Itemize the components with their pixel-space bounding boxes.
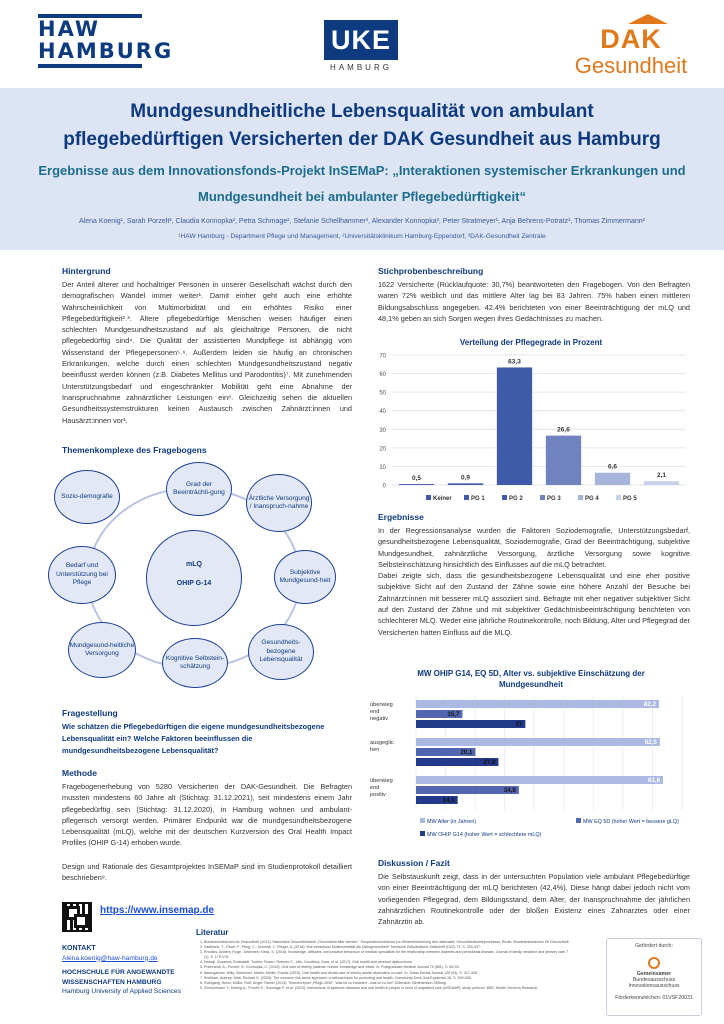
contact-block xyxy=(62,944,181,997)
chart2-category-label: überwieg xyxy=(370,778,393,784)
chart1-legend-swatch xyxy=(426,495,431,500)
methode-heading: Methode xyxy=(62,768,97,778)
section-themen xyxy=(62,445,352,458)
node-subjektive-mundgesundheit: Subjektive Mundgesund-heit xyxy=(274,550,336,604)
poster-subtitle xyxy=(0,158,724,210)
chart1-legend-label: PG 5 xyxy=(623,496,637,502)
literatur-item: 3. Rhodius, Anders; Ruge, Johannes; Kiess, S. (2018): Knowledge, attitudes, and practice behaviour of medical specialists for the relationship between diabetes and periodontal disease. Journal of family medicine and primary care 7 (1), S. 179-178. xyxy=(204,950,572,960)
center-label-mlq: mLQ xyxy=(186,561,202,568)
chart1-data-label: 6,6 xyxy=(607,463,618,471)
funder-kennzeichen: Förderkennzeichen: 01VSF20031 xyxy=(615,995,693,1001)
literatur-item: 9. Zimmermann T.; Koenig A.; Porzelt S.; Schmage P. et al. (2023): Interactions of systemic diseases and oral health in people in need of outpatient care (InSEMaP): study protocol. BMC Health Services Research. xyxy=(204,986,572,991)
literatur-item: 7. Sheiham, Aubrey; Watt, Richard G. (2000): The common risk factor approach: a rational basis for promoting oral health. Community Dent Oral Epidemiol 28, S. 399-406. xyxy=(204,976,572,981)
chart1-bar xyxy=(497,367,532,485)
chart2-category-label: end xyxy=(370,785,380,791)
stichprobe-heading: Stichprobenbeschreibung xyxy=(378,266,484,276)
chart1-plot xyxy=(366,347,696,505)
chart1-bar xyxy=(546,436,581,485)
chart1-legend-label: Keiner xyxy=(433,496,452,502)
dak-logo-mark: DAK xyxy=(600,24,662,54)
hintergrund-heading: Hintergrund xyxy=(62,266,111,276)
chart1-data-label: 63,3 xyxy=(508,358,521,366)
chart1-y-tick: 50 xyxy=(379,390,386,397)
diskussion-heading: Diskussion / Fazit xyxy=(378,858,450,868)
poster-header xyxy=(0,88,724,250)
haw-logo-line2: HAMBURG xyxy=(38,39,174,63)
haw-logo-rule-bottom xyxy=(38,64,142,68)
chart2-title-line1: MW OHIP G14, EQ 5D, Alter vs. subjektive Einschätzung der xyxy=(417,669,645,678)
node-mundgesundheitliche-versorgung: Mundgesund-heitliche Versorgung xyxy=(68,622,136,678)
funder-label: Gefördert durch: xyxy=(635,943,673,949)
chart2-legend-swatch xyxy=(420,831,425,836)
chart2-data-label: 83,6 xyxy=(648,777,661,784)
chart1-y-tick: 30 xyxy=(379,427,386,434)
chart-ohip-eq5d-alter xyxy=(366,668,696,848)
chart2-bar xyxy=(416,700,659,708)
node-gesundheitsbezogene-lq: Gesundheits-bezogene Lebensqualität xyxy=(248,624,314,680)
hochschule-line2: WISSENSCHAFTEN HAMBURG xyxy=(62,978,162,986)
stichprobe-text: 1622 Versicherte (Rücklaufquote: 30,7%) beantworteten den Fragebogen. Von den Befragten waren 72% weiblich und das mittlere Alter lag bei 83 Jahren. 75% haben einen mittleren Bildungsabschluss angegeben. 42.4% berichteten von einer Beeinträchtigung der mLQ und 48,1% geben an sich Sorgen wegen ihres Gedächtnisses zu machen. xyxy=(378,280,690,323)
chart2-title xyxy=(366,668,696,690)
chart1-legend-label: PG 4 xyxy=(585,496,599,502)
chart2-legend-swatch xyxy=(420,818,425,823)
chart1-y-tick: 60 xyxy=(379,372,386,379)
logo-bar xyxy=(0,0,724,88)
literatur-item: 6. Baumgartner, Willy; Schimmel, Martin; Müller, Frauke (2015): Oral health and dental care of elderly adults dependent on care. In: Swiss Dental Journal 125 (04), S. 417-426. xyxy=(204,971,572,976)
literatur-item: 8. Rothgang, Heinz; Müller, Rolf; Unger, Rainer (2013): Themenreport „Pflege 2030“. Was ist zu erwarten - was ist zu tun? Gütersloh: Bertelsmann Stiftung. xyxy=(204,981,572,986)
chart1-data-label: 2,1 xyxy=(656,472,667,480)
chart2-legend-label: MW Alter (in Jahren) xyxy=(427,819,477,825)
node-grad-beeintraechtigung: Grad der Beeinträchti-gung xyxy=(166,462,232,516)
section-diskussion xyxy=(378,858,690,927)
literatur-item: 4. Deloaji, Susanna; Rockstadt, Torben; Rosen, Roberto C.; Ulm, Dorothea; Gara, et al. (2017): Oral health and cerebral dysfunctions. xyxy=(204,960,572,965)
ergebnisse-text-2: Dabei zeigte sich, dass die gesundheitsbezogene Lebensqualität und eine eher positive subjektive Sicht auf den Zustand der Zähne sowie eine höhere Anzahl der Besuche bei Zahnärzt:innen mit besserer mLQ assoziiert sind. Befragte mit eher negativer subjektiver Sicht auf den Zustand der Zähne und mit subjektiver Gedächtnisbeeinträchtigung berichteten von schlechterer MLQ. Weder eine jährliche Routinekontrolle, noch Bildung, Alter und Pflegegrad der Versicherten hatten Einfluss auf die MLQ. xyxy=(378,571,690,637)
literatur-heading: Literatur xyxy=(196,928,229,937)
node-aerztliche-versorgung: Ärztliche Versorgung / Inanspruch-nahme xyxy=(246,474,312,532)
chart2-data-label: 14,1 xyxy=(442,797,455,804)
qr-code-icon[interactable] xyxy=(62,902,92,932)
chart2-category-label: negativ xyxy=(370,716,389,722)
methode-text-2: Design und Rationale des Gesamtprojektes InSEMaP sind im Studienprotokoll detailliert beschrieben⁹. xyxy=(62,861,352,883)
poster-title xyxy=(0,88,724,154)
node-bedarf-unterstuetzung: Bedarf und Unterstützung bei Pflege xyxy=(48,546,116,604)
chart1-legend-swatch xyxy=(578,495,583,500)
node-soziodemografie: Sozio-demografie xyxy=(54,470,120,524)
chart-pflegegrade xyxy=(366,338,696,508)
chart2-category-label: hen xyxy=(370,747,380,753)
chart1-title: Verteilung der Pflegegrade in Prozent xyxy=(459,338,603,347)
project-website-link[interactable]: https://www.insemap.de xyxy=(100,905,215,916)
title-line-2: pflegebedürftigen Versicherten der DAK Gesundheit aus Hamburg xyxy=(63,129,661,150)
subtitle-line-1: Ergebnisse aus dem Innovationsfonds-Projekt InSEMaP: „Interaktionen systemischer Erkrankungen und xyxy=(38,163,686,178)
chart2-bar xyxy=(416,776,663,784)
contact-email[interactable]: Alena.koenig@haw-hamburg.de xyxy=(62,954,158,962)
chart1-bar xyxy=(399,484,434,485)
chart1-data-label: 0,5 xyxy=(411,475,422,483)
literatur-item: 5. Priebrandt, A.; Porzelt, S.; Konnopka, C. (2019): Oral care of elderly patients: nurses' knowledge and views. In: Postgraduate Medical Journal 75 (881), S. 89-93. xyxy=(204,965,572,970)
funder-box xyxy=(606,938,702,1016)
g-ba-logo-icon xyxy=(648,957,660,969)
kontakt-heading: KONTAKT xyxy=(62,945,96,952)
chart2-bar xyxy=(416,720,525,728)
chart1-bar xyxy=(644,481,679,485)
chart1-bar xyxy=(595,473,630,485)
literatur-block xyxy=(196,928,572,991)
chart1-data-label: 0,9 xyxy=(460,474,471,482)
section-ergebnisse xyxy=(378,512,690,638)
ergebnisse-heading: Ergebnisse xyxy=(378,512,424,522)
haw-logo-line1: HAW xyxy=(38,17,101,41)
dak-logo-sub: Gesundheit xyxy=(574,53,688,78)
funder-name-2: Bundesausschuss xyxy=(632,977,676,983)
chart1-legend-label: PG 2 xyxy=(509,496,523,502)
chart2-category-label: end xyxy=(370,709,380,715)
chart2-data-label: 34,8 xyxy=(503,787,516,794)
themen-heading: Themenkomplexe des Fragebogens xyxy=(62,445,207,455)
affiliations: ¹HAW Hamburg - Department Pflege und Management, ²Universitätsklinikum Hamburg-Eppendorf, ³DAK-Gesundheit Zentrale xyxy=(178,233,546,240)
chart1-y-tick: 70 xyxy=(379,353,386,360)
section-fragestellung xyxy=(62,708,352,757)
haw-hamburg-logo xyxy=(38,14,173,68)
ergebnisse-text: In der Regressionsanalyse wurden die Faktoren Soziodemografie, Unterstützungsbedarf, gesundheitsbezogene Lebensqualität, Soziodemografie, Grad der Beeinträchtigung, subjektive Mundgesundheit, zahnärztliche Versorgung, ärztliche Versorgung sowie kognitive Selbsteinschätzung hinsichtlich des Einflusses auf die mLQ betrachtet. xyxy=(378,526,690,569)
hintergrund-text: Der Anteil älterer und hochaltriger Personen in unserer Gesellschaft wächst durch den demografischen Wandel immer weiter¹. Damit einher geht auch eine erhöhte Wahrscheinlichkeit von Multimorbidität und ein erhöhtes Risiko einer Pflegebedürftigkeit²˒³. Ältere pflegebedürftige Menschen weisen häufiger einen schlechten Mundgesundheitszustand auf als gleichaltrige Personen, die nicht pflegebedürftig sind⁴. Die Qualität der assistierten Mundpflege ist abhängig vom Wissenstand der Pflegepersonen⁵˒⁶. Außerdem leiden sie häufig an chronischen Erkrankungen, welche durch einen schlechten Mundgesundheitszustand negativ beeinflusst werden können (z.B. Diabetes Mellitus und Parodontitis)⁷. Mit zunehmenden Unterstützungsbedarf und eingeschränkter Mobilität geht eine Abnahme der Inanspruchnahme zahnärztlicher Leistungen ein⁸. Gleichzeitig sehen die aktuellen Gesundheitssystemstrukturen keinen Austausch zwischen Zahnärzt:innen und Hausärzt:innen vor¹. xyxy=(62,280,352,425)
node-kognitive-selbsteinschaetzung: Kognitive Selbstein-schätzung xyxy=(162,638,228,688)
chart2-data-label: 27,9 xyxy=(483,759,496,766)
literatur-item: 2. Saalfrank, T.; Glock, F.; Pflug, C.; Schmidt, J.; Rieger, A. (2018): Wie beeinflusst Multimorbidität die Zahngesundheit? Deutsche Zahnärztliche Zeitschrift (DZZ) 73, S. 330-337. xyxy=(204,945,572,950)
chart1-legend-label: PG 3 xyxy=(547,496,561,502)
fragestellung-text: Wie schätzen die Pflegebedürftigen die eigene mundgesundheitsbezogene Lebensqualität ein? Welche Faktoren beeinflussen die mundgesundheitsbezogene Lebensqualität? xyxy=(62,722,325,755)
fragestellung-heading: Fragestellung xyxy=(62,708,118,718)
literatur-item: 1. Bundesministerium für Gesundheit (2012): Nationales Gesundheitsziel „Gesundheit älter werden“. Kooperationsverbund zur Weiterentwicklung des nationalen Gesundheitszieleprozesses. Berlin: Bundesministerium für Gesundheit. xyxy=(204,940,572,945)
chart2-title-line2: Mundgesundheit xyxy=(499,680,563,689)
author-list: Alena Koenig¹, Sarah Porzelt², Claudia Konnopka², Petra Schmage², Stefanie Schellhammer³, Alexander Konnopka², Peter Stratmeyer¹, Anja Behrens-Potratz¹, Thomas Zimmermann² xyxy=(79,218,645,225)
section-methode xyxy=(62,768,352,883)
section-stichprobe xyxy=(378,266,690,324)
methode-text: Fragebogenerhebung von 5280 Versicherten der DAK-Gesundheit. Die Befragten mussten mindestens 60 Jahre alt (Stichtag: 31.12.2021), seit mindestens einem Jahr pflegebedürftig sein (Stichtag: 31.12.2020), in Hamburg wohnen und ambulant-pflegerisch versorgt werden. Primärer Endpunkt war die mundgesundheitsbezogene Lebensqualität (mLQ), welche mit der deutschen Kurzversion des Oral Health Impact Profiles (OHIP G-14) erhoben wurde. xyxy=(62,782,352,848)
hochschule-line1: HOCHSCHULE FÜR ANGEWANDTE xyxy=(62,969,175,976)
title-line-1: Mundgesundheitliche Lebensqualität von ambulant xyxy=(130,101,594,122)
uke-logo-mark: UKE xyxy=(324,20,398,60)
chart1-y-tick: 10 xyxy=(379,464,386,471)
chart2-data-label: 82,2 xyxy=(643,701,656,708)
chart1-legend-swatch xyxy=(540,495,545,500)
funder-name-1: Gemeinsamer xyxy=(636,971,672,977)
chart1-data-label: 26,6 xyxy=(557,426,570,434)
hochschule-line3: Hamburg University of Applied Sciences xyxy=(62,988,181,995)
chart2-data-label: 15,7 xyxy=(447,711,460,718)
chart1-y-tick: 20 xyxy=(379,446,386,453)
center-label-ohip: OHIP G-14 xyxy=(176,580,212,587)
chart2-legend-label: MW EQ 5D (hoher Wert = bessere gLQ) xyxy=(583,819,679,825)
chart2-data-label: 37 xyxy=(515,721,523,728)
chart1-legend-swatch xyxy=(502,495,507,500)
dak-roof-icon xyxy=(628,14,668,24)
chart1-legend-label: PG 1 xyxy=(471,496,485,502)
chart1-y-tick: 40 xyxy=(379,409,386,416)
chart2-data-label: 82,5 xyxy=(644,739,657,746)
uke-logo xyxy=(324,20,398,72)
chart1-y-tick: 0 xyxy=(382,483,386,490)
chart2-legend-label: MW OHIP G14 (hoher Wert = schlechtere mLQ) xyxy=(427,832,542,838)
funder-name-3: Innovationsausschuss xyxy=(628,983,680,989)
uke-logo-sub: HAMBURG xyxy=(330,63,392,72)
chart1-bar xyxy=(448,483,483,485)
chart2-bar xyxy=(416,738,660,746)
chart1-legend-swatch xyxy=(616,495,621,500)
literatur-list xyxy=(196,940,572,991)
dak-logo xyxy=(574,16,688,78)
section-hintergrund xyxy=(62,266,352,426)
chart2-legend-swatch xyxy=(576,818,581,823)
themen-diagram xyxy=(48,460,340,688)
center-circle xyxy=(146,530,242,626)
chart2-category-label: ausgeglic xyxy=(370,740,394,746)
subtitle-line-2: Mundgesundheit bei ambulanter Pflegebedürftigkeit“ xyxy=(198,189,526,204)
chart1-legend-swatch xyxy=(464,495,469,500)
chart2-plot xyxy=(366,690,696,848)
chart2-category-label: positiv xyxy=(370,792,386,798)
chart2-data-label: 20,1 xyxy=(460,749,473,756)
diskussion-text: Die Selbstauskunft zeigt, dass in der untersuchten Population viele ambulant Pflegebedürftige von einer Beeinträchtigung der mLQ berichteten (42,4%). Diese hängt dabei jedoch nicht vom vorliegenden Pflegegrad, dem Bildungsstand, dem Alter, der Inanspruchnahme der jährlichen zahnärztlichen Routinekontrolle oder der bloßen Existenz eines Zahnarztes oder einer Zahnärztin ab. xyxy=(378,872,690,927)
chart2-category-label: überwieg xyxy=(370,702,393,708)
